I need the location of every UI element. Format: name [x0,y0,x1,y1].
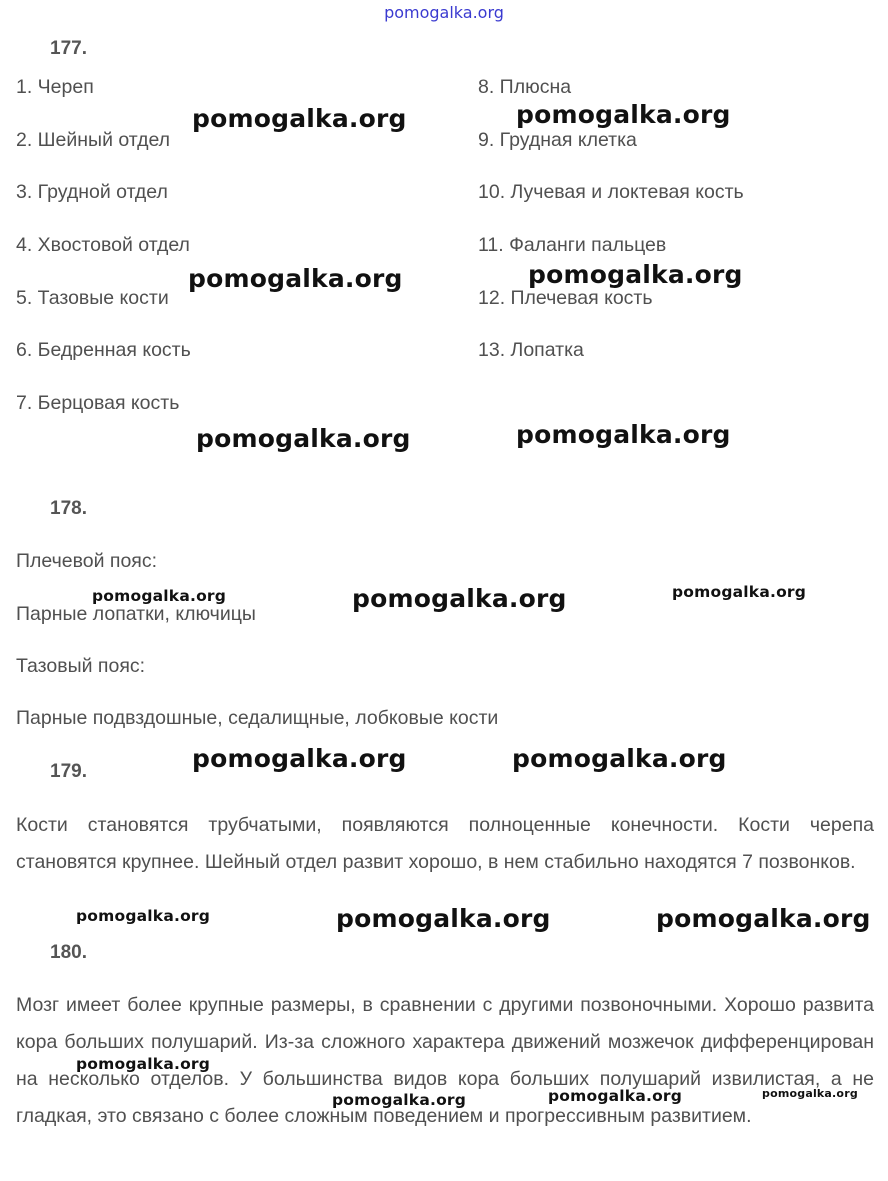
watermark: pomogalka.org [352,584,567,613]
watermark: pomogalka.org [192,104,407,133]
list-item: 10. Лучевая и локтевая кость [478,181,744,203]
exercise-number-179: 179. [50,761,87,782]
watermark: pomogalka.org [92,587,227,605]
section-line: Плечевой пояс: [16,550,158,572]
watermark: pomogalka.org [516,420,731,449]
section-line: Тазовый пояс: [16,655,146,677]
answer-paragraph-179: Кости становятся трубчатыми, появляются полноценные конечности. Кости черепа становятся крупнее. Шейный отдел развит хорошо, в нем стабильно находятся 7 позвонков. [16,814,874,873]
list-item: 8. Плюсна [478,76,572,98]
watermark: pomogalka.org [528,260,743,289]
list-item: 6. Бедренная кость [16,339,191,361]
exercise-number-178: 178. [50,498,87,519]
watermark: pomogalka.org [76,907,211,925]
list-item: 13. Лопатка [478,339,584,361]
list-item: 4. Хвостовой отдел [16,234,190,256]
answer-paragraph-180: Мозг имеет более крупные размеры, в сравнении с другими позвоночными. Хорошо развита кора больших полушарий. Из-за сложного характера движений мозжечок дифференцирован на несколько отделов. У большинства видов кора больших полушарий извилистая, а не гладкая, это связано с более сложным поведением и прогрессивным развитием. [16,994,874,1127]
exercise-number-180: 180. [50,942,87,963]
list-item: 7. Берцовая кость [16,392,180,414]
list-item: 2. Шейный отдел [16,129,171,151]
watermark: pomogalka.org [516,100,731,129]
watermark: pomogalka.org [336,904,551,933]
exercise-number-177: 177. [50,38,87,59]
watermark: pomogalka.org [656,904,871,933]
list-item: 5. Тазовые кости [16,287,169,309]
list-item: 12. Плечевая кость [478,287,653,309]
watermark: pomogalka.org [548,1087,683,1105]
watermark: pomogalka.org [512,744,727,773]
watermark: pomogalka.org [76,1055,211,1073]
site-header-link[interactable]: pomogalka.org [384,3,504,22]
list-item: 1. Череп [16,76,94,98]
section-line: Парные лопатки, ключицы [16,603,256,625]
watermark: pomogalka.org [196,424,411,453]
watermark: pomogalka.org [762,1087,858,1100]
list-item: 3. Грудной отдел [16,181,168,203]
watermark: pomogalka.org [192,744,407,773]
list-item: 11. Фаланги пальцев [478,234,667,256]
list-item: 9. Грудная клетка [478,129,637,151]
section-line: Парные подвздошные, седалищные, лобковые кости [16,707,499,729]
watermark: pomogalka.org [672,583,807,601]
watermark: pomogalka.org [188,264,403,293]
watermark: pomogalka.org [332,1091,467,1109]
